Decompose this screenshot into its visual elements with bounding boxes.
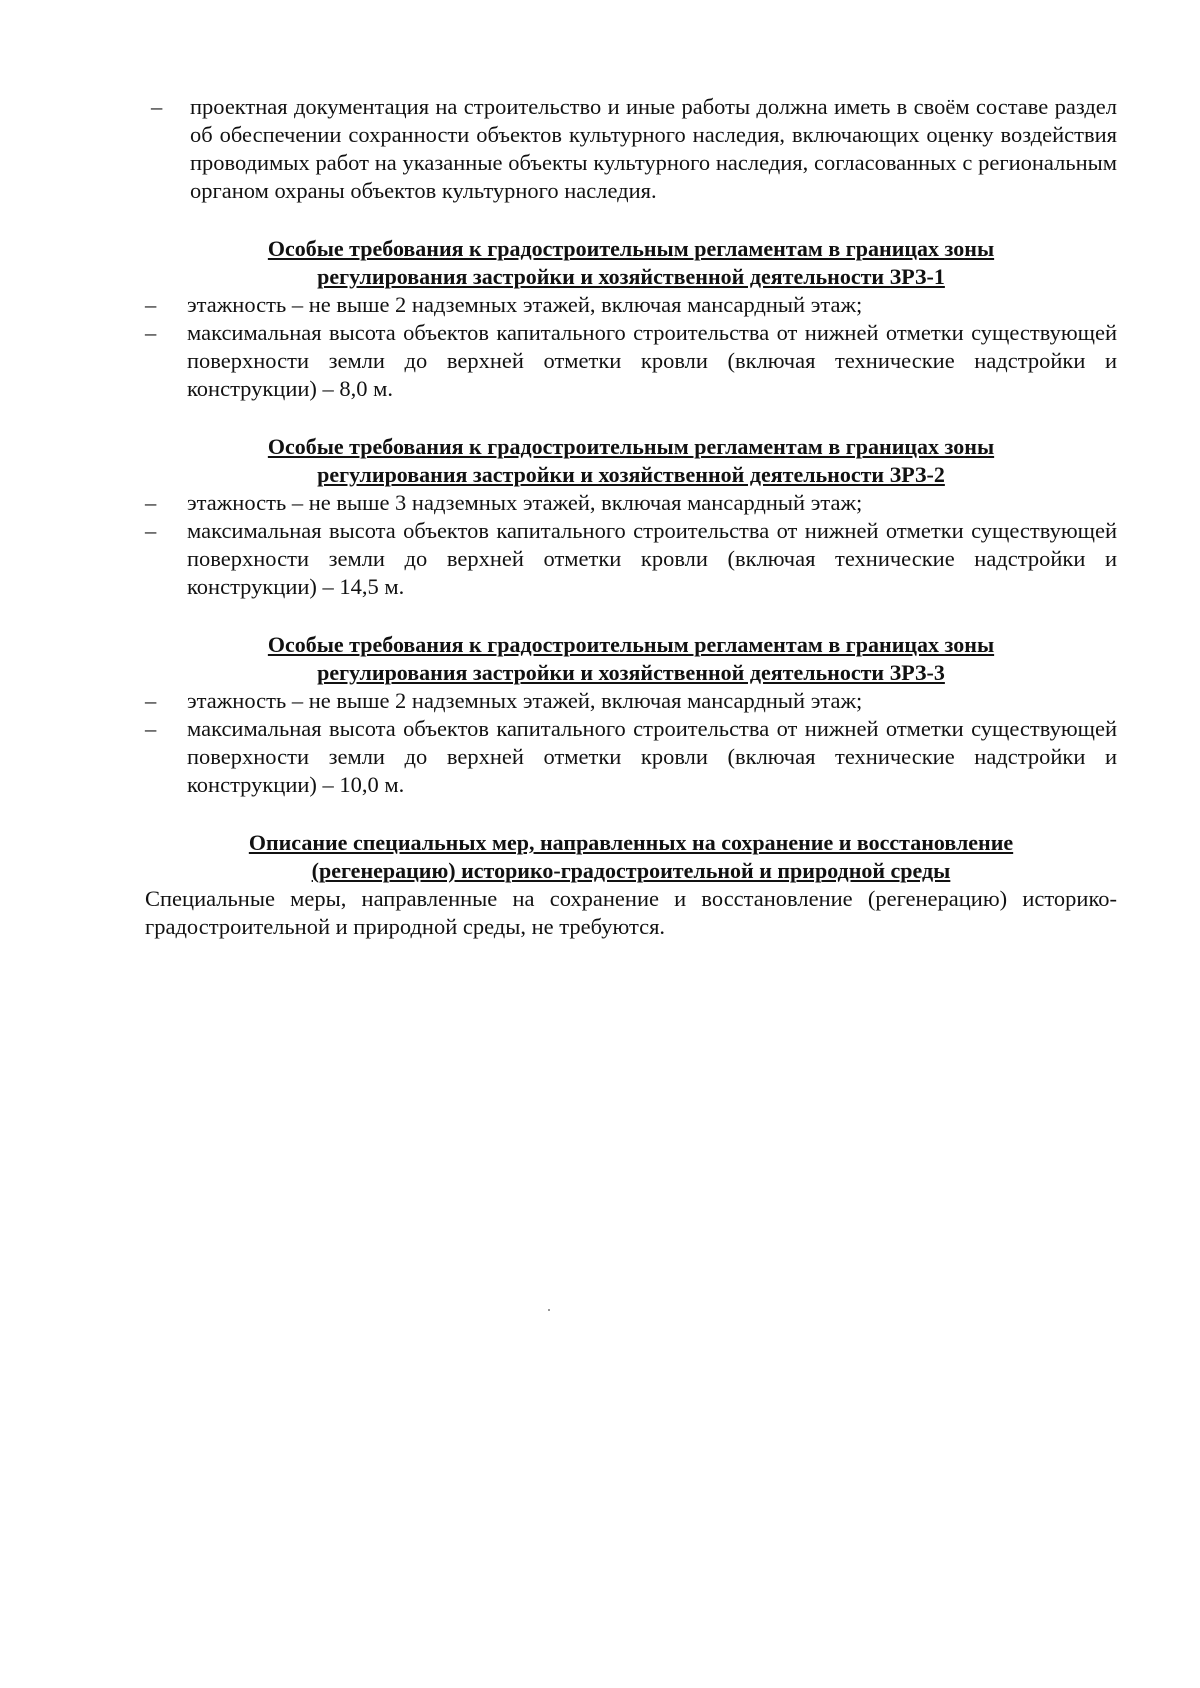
scan-speck (548, 1309, 550, 1311)
list-item (145, 489, 1117, 517)
list-dash: – (145, 320, 157, 345)
list-dash: – (145, 490, 157, 515)
section-zrz-3 (145, 631, 1117, 799)
section-heading-line1: Особые требования к градостроительным регламентам в границах зоны (267, 434, 995, 459)
list-item-text: максимальная высота объектов капитального строительства от нижней отметки существующей поверхности земли до верхней отметки кровли (включая технические надстройки и конструкции) – 8,0 м. (187, 320, 1117, 401)
section-heading-line2: регулирования застройки и хозяйственной деятельности ЗРЗ-2 (317, 462, 945, 487)
section-heading-line1: Особые требования к градостроительным регламентам в границах зоны (267, 632, 995, 657)
list-item (145, 687, 1117, 715)
section-special-measures (145, 829, 1117, 941)
list-item-text: максимальная высота объектов капитального строительства от нижней отметки существующей поверхности земли до верхней отметки кровли (включая технические надстройки и конструкции) – 10,0 м. (187, 716, 1117, 797)
list-dash: – (145, 292, 157, 317)
list-dash: – (151, 94, 163, 119)
list-item-text: этажность – не выше 3 надземных этажей, включая мансардный этаж; (187, 490, 863, 515)
section-heading-line2: регулирования застройки и хозяйственной деятельности ЗРЗ-3 (317, 660, 945, 685)
section-heading-line2: регулирования застройки и хозяйственной деятельности ЗРЗ-1 (317, 264, 945, 289)
section-heading-line2: (регенерацию) историко-градостроительной и природной среды (311, 858, 951, 883)
section-zrz-1 (145, 235, 1117, 403)
list-dash: – (145, 688, 157, 713)
list-item-text: проектная документация на строительство и иные работы должна иметь в своём составе раздел об обеспечении сохранности объектов культурного наследия, включающих оценку воздействия проводимых работ на указанные объекты культурного наследия, согласованных с региональным органом охраны объектов культурного наследия. (190, 94, 1117, 203)
section-heading-line1: Описание специальных мер, направленных на сохранение и восстановление (248, 830, 1014, 855)
list-item-project-documentation (145, 93, 1117, 205)
section-heading-line1: Особые требования к градостроительным регламентам в границах зоны (267, 236, 995, 261)
paragraph-special-measures: Специальные меры, направленные на сохранение и восстановление (регенерацию) историко-градостроительной и природной среды, не требуются. (145, 886, 1117, 939)
document-body (145, 93, 1117, 941)
list-item-text: этажность – не выше 2 надземных этажей, включая мансардный этаж; (187, 688, 863, 713)
list-dash: – (145, 518, 157, 543)
list-item-text: максимальная высота объектов капитального строительства от нижней отметки существующей поверхности земли до верхней отметки кровли (включая технические надстройки и конструкции) – 14,5 м. (187, 518, 1117, 599)
list-item (145, 715, 1117, 799)
list-item (145, 291, 1117, 319)
list-item (145, 319, 1117, 403)
list-item (145, 517, 1117, 601)
list-dash: – (145, 716, 157, 741)
list-item-text: этажность – не выше 2 надземных этажей, включая мансардный этаж; (187, 292, 863, 317)
section-zrz-2 (145, 433, 1117, 601)
